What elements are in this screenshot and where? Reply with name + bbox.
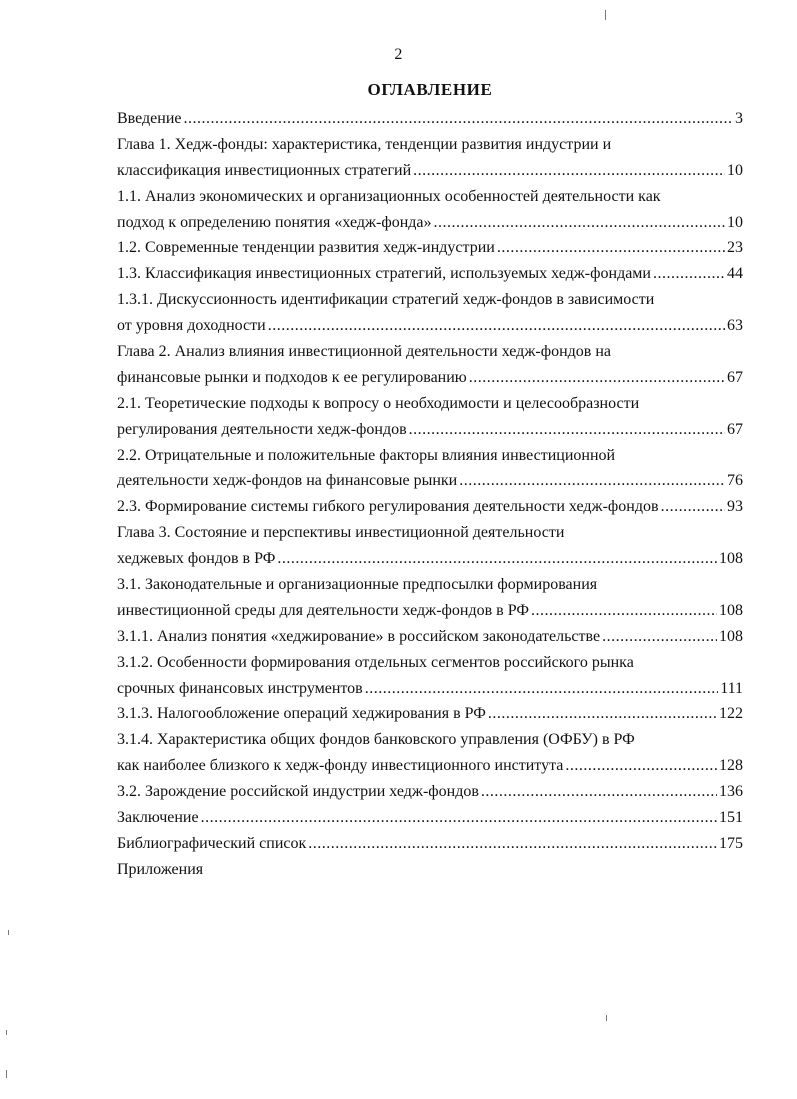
toc-entry [117, 520, 743, 572]
toc-entry-text: 2.2. Отрицательные и положительные факторы влияния инвестиционной [117, 446, 616, 464]
dot-leader [277, 546, 717, 572]
toc-entry-text: Глава 3. Состояние и перспективы инвестиционной деятельности [117, 524, 565, 542]
dot-leader [365, 676, 718, 702]
dot-leader [308, 831, 717, 857]
toc-page-number: 175 [719, 834, 743, 852]
toc-page-number: 151 [719, 809, 743, 827]
toc-page-number: 108 [719, 627, 743, 645]
toc-line [117, 598, 743, 624]
toc-line [117, 701, 743, 727]
toc-entry [117, 727, 743, 779]
toc-line [117, 831, 743, 857]
toc-line [117, 494, 743, 520]
toc-entry-text: инвестиционной среды для деятельности хедж-фондов в РФ [117, 601, 529, 619]
toc-entry-text: срочных финансовых инструментов [117, 679, 363, 697]
dot-leader [488, 701, 717, 727]
toc-page-number: 63 [727, 317, 743, 335]
toc-page-number: 111 [720, 679, 743, 697]
toc-entry [117, 261, 743, 287]
dot-leader [565, 753, 717, 779]
toc-entry-text: Заключение [117, 809, 199, 827]
scan-speck [6, 1030, 7, 1035]
toc-title: ОГЛАВЛЕНИЕ [367, 80, 493, 99]
toc-entry-text: хеджевых фондов в РФ [117, 550, 276, 568]
toc-entry [117, 235, 743, 261]
toc-entry-text: финансовые рынки и подходов к ее регулированию [117, 368, 467, 386]
toc-line [117, 132, 743, 158]
toc-entry [117, 650, 743, 702]
toc-entry [117, 779, 743, 805]
toc-page-number: 10 [727, 161, 743, 179]
toc-entry-text: 1.3.1. Дискуссионность идентификации стратегий хедж-фондов в зависимости [117, 291, 655, 309]
toc-entry-text: классификация инвестиционных стратегий [117, 161, 412, 179]
toc-line [117, 650, 743, 676]
toc-entry [117, 572, 743, 624]
toc-entry-text: 2.3. Формирование системы гибкого регулирования деятельности хедж-фондов [117, 498, 659, 516]
toc-entry [117, 391, 743, 443]
dot-leader [413, 158, 725, 184]
toc-line [117, 624, 743, 650]
toc-line [117, 468, 743, 494]
toc-line [117, 546, 743, 572]
toc-entry-text: 3.1.1. Анализ понятия «хеджирование» в российском законодательстве [117, 627, 601, 645]
toc-entry-text: Приложения [117, 860, 204, 878]
toc-page-number: 67 [727, 420, 743, 438]
toc-page-number: 108 [719, 550, 743, 568]
toc-page-number: 128 [719, 757, 743, 775]
toc-entry-text: 1.1. Анализ экономических и организационных особенностей деятельности как [117, 187, 661, 205]
scan-speck [606, 1015, 607, 1021]
toc-entry [117, 132, 743, 184]
toc-entry-text: 3.1.4. Характеристика общих фондов банковского управления (ОФБУ) в РФ [117, 731, 635, 749]
toc-line [117, 753, 743, 779]
toc-page-number: 122 [719, 705, 743, 723]
toc-page-number: 76 [727, 472, 743, 490]
dot-leader [653, 261, 725, 287]
toc-entry-text: Глава 2. Анализ влияния инвестиционной деятельности хедж-фондов на [117, 343, 611, 361]
toc-entry-text: 3.1. Законодательные и организационные предпосылки формирования [117, 576, 598, 594]
toc-entry [117, 805, 743, 831]
toc-entry-text: подход к определению понятия «хедж-фонда» [117, 213, 432, 231]
toc-entry-text: 3.2. Зарождение российской индустрии хедж-фондов [117, 783, 479, 801]
toc-line [117, 106, 743, 132]
toc-line [117, 365, 743, 391]
toc-line [117, 235, 743, 261]
toc-entry-text: от уровня доходности [117, 317, 266, 335]
toc-page-number: 108 [719, 601, 743, 619]
toc-entry [117, 624, 743, 650]
dot-leader [661, 494, 725, 520]
toc-page-number: 10 [727, 213, 743, 231]
toc-line [117, 184, 743, 210]
toc-page-number: 93 [727, 498, 743, 516]
toc-entry [117, 857, 743, 883]
toc-line [117, 727, 743, 753]
toc-line [117, 339, 743, 365]
toc-entry-text: регулирования деятельности хедж-фондов [117, 420, 407, 438]
toc-entry [117, 831, 743, 857]
dot-leader [531, 598, 717, 624]
toc-entry-text: 3.1.2. Особенности формирования отдельных сегментов российского рынка [117, 653, 634, 671]
dot-leader [459, 468, 725, 494]
dot-leader [184, 106, 734, 132]
toc-entry [117, 701, 743, 727]
scan-speck [8, 930, 9, 935]
dot-leader [481, 779, 717, 805]
toc-entry-text: Введение [117, 110, 182, 127]
scan-speck [6, 1070, 7, 1078]
toc-line [117, 520, 743, 546]
toc-entry [117, 339, 743, 391]
toc-entry [117, 494, 743, 520]
toc-line [117, 313, 743, 339]
dot-leader [469, 365, 725, 391]
toc-entry-text: 2.1. Теоретические подходы к вопросу о необходимости и целесообразности [117, 394, 640, 412]
toc-page-number: 23 [727, 239, 743, 257]
toc-entry-text: Библиографический список [117, 834, 307, 852]
toc-line [117, 443, 743, 469]
toc-entry [117, 443, 743, 495]
toc-entry [117, 184, 743, 236]
toc-entry-text: 3.1.3. Налогообложение операций хеджирования в РФ [117, 705, 486, 723]
scan-speck [605, 10, 606, 20]
toc-line [117, 805, 743, 831]
toc-entry-text: 1.2. Современные тенденции развития хедж-индустрии [117, 239, 495, 257]
toc-entry [117, 287, 743, 339]
toc-entry-text: 1.3. Классификация инвестиционных стратегий, используемых хедж-фондами [117, 265, 651, 283]
dot-leader [409, 417, 725, 443]
toc-entry-text: как наиболее близкого к хедж-фонду инвестиционного института [117, 757, 564, 775]
toc-entry-text: деятельности хедж-фондов на финансовые рынки [117, 472, 458, 490]
toc-line [117, 287, 743, 313]
toc-line [117, 572, 743, 598]
dot-leader [268, 313, 725, 339]
table-of-contents [117, 106, 743, 883]
toc-entry [117, 106, 743, 132]
toc-line [117, 676, 743, 702]
toc-line [117, 210, 743, 236]
toc-page-number: 67 [727, 368, 743, 386]
dot-leader [602, 624, 717, 650]
page-number: 2 [394, 46, 403, 63]
toc-line [117, 261, 743, 287]
dot-leader [201, 805, 717, 831]
toc-line [117, 417, 743, 443]
toc-page-number: 44 [727, 265, 743, 283]
toc-entry-text: Глава 1. Хедж-фонды: характеристика, тенденции развития индустрии и [117, 135, 612, 153]
dot-leader [497, 235, 725, 261]
toc-page-number: 3 [735, 110, 743, 127]
dot-leader [434, 210, 725, 236]
toc-line [117, 779, 743, 805]
toc-line [117, 158, 743, 184]
toc-line [117, 391, 743, 417]
toc-page-number: 136 [719, 783, 743, 801]
toc-line [117, 857, 743, 883]
